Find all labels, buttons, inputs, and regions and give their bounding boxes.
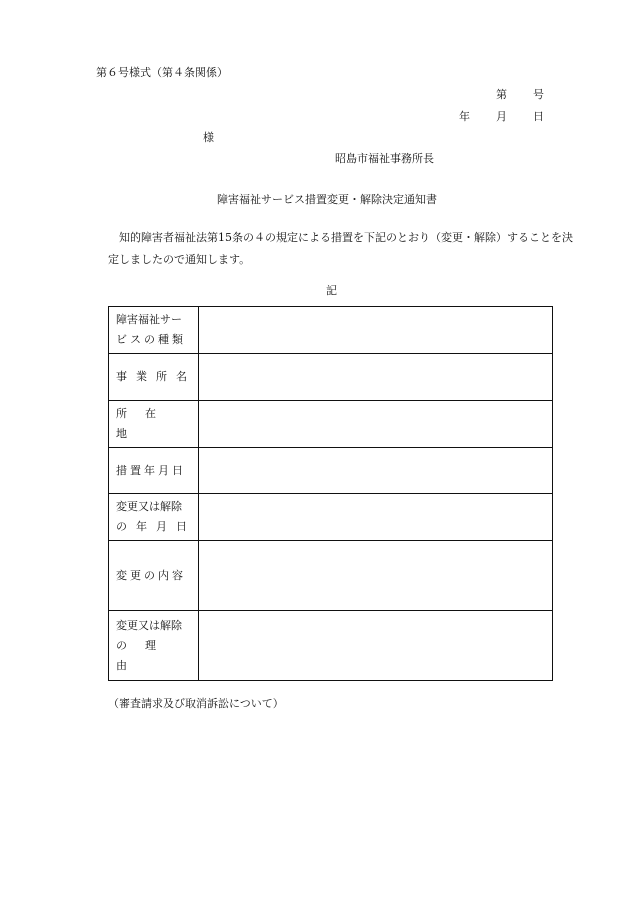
label-line: 変更又は解除 <box>116 500 182 513</box>
row-label-change-reason <box>109 611 199 681</box>
table-row <box>109 401 553 448</box>
ki-heading: 記 <box>326 284 337 297</box>
table-row <box>109 494 553 541</box>
label-line: 変更又は解除 <box>116 618 182 632</box>
value-change-reason[interactable] <box>199 611 553 681</box>
value-location[interactable] <box>199 401 553 448</box>
document-title: 障害福祉サービス措置変更・解除決定通知書 <box>217 193 437 206</box>
label-line: 所在地 <box>116 407 174 440</box>
table-row <box>109 354 553 401</box>
notice-body-text: 知的障害者福祉法第15条の４の規定による措置を下記のとおり（変更・解除）することを決定しましたので通知します。 <box>108 231 573 266</box>
date-month-label: 月 <box>496 110 507 123</box>
label-line: 措置年月日 <box>116 463 186 477</box>
value-service-type[interactable] <box>199 307 553 354</box>
detail-table <box>108 306 553 681</box>
table-row <box>109 307 553 354</box>
label-line: の理由 <box>116 638 174 672</box>
issuer-name: 昭島市福祉事務所長 <box>335 152 434 165</box>
row-label-measure-date <box>109 448 199 494</box>
appeal-note: （審査請求及び取消訴訟について） <box>108 697 284 710</box>
value-facility-name[interactable] <box>199 354 553 401</box>
date-year-label: 年 <box>459 110 470 123</box>
table-row <box>109 448 553 494</box>
document-number-suffix: 号 <box>533 88 544 101</box>
value-measure-date[interactable] <box>199 448 553 494</box>
row-label-facility-name <box>109 354 199 401</box>
form-number: 第６号様式（第４条関係） <box>96 66 228 79</box>
row-label-location <box>109 401 199 448</box>
document-number-label: 第 <box>496 88 507 101</box>
label-line: 障害福祉サー <box>116 313 182 326</box>
recipient-honorific: 様 <box>203 131 214 144</box>
value-change-content[interactable] <box>199 541 553 611</box>
row-label-service-type <box>109 307 199 354</box>
label-line: ビスの種類 <box>116 333 186 346</box>
label-line: 変更の内容 <box>116 568 186 582</box>
label-line: の年月日 <box>116 520 196 533</box>
row-label-change-date <box>109 494 199 541</box>
value-change-date[interactable] <box>199 494 553 541</box>
table-row <box>109 541 553 611</box>
label-line: 事業所名 <box>116 370 196 383</box>
table-row <box>109 611 553 681</box>
row-label-change-content <box>109 541 199 611</box>
date-day-label: 日 <box>533 110 544 123</box>
